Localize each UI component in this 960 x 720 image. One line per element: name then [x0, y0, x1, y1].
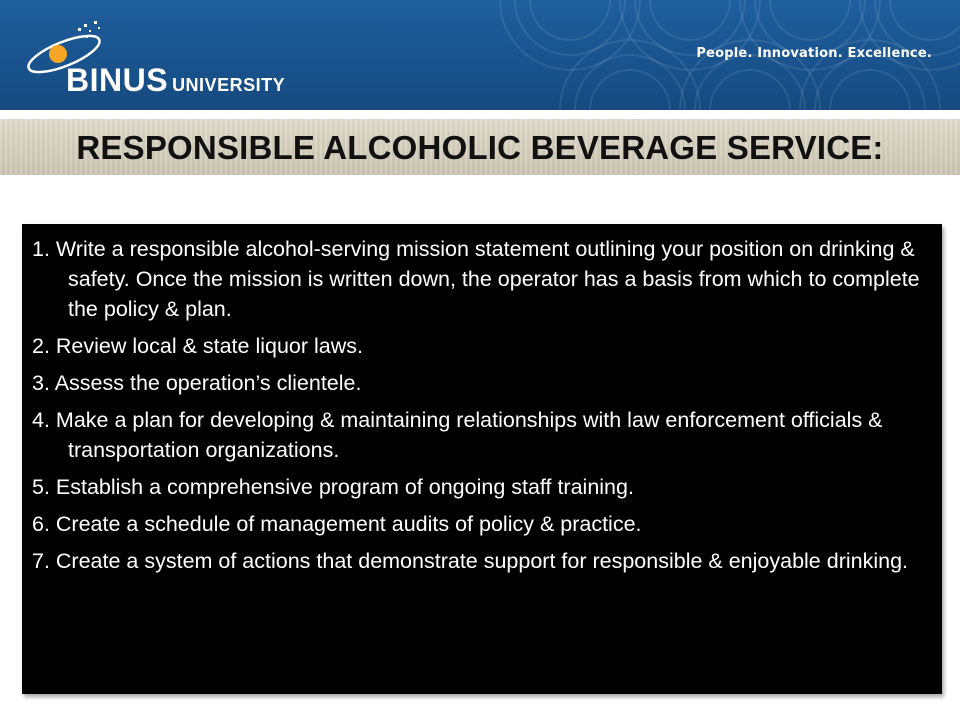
step-item: 3. Assess the operation’s clientele.: [32, 371, 362, 395]
binus-university-logo: [16, 14, 296, 100]
step-item: 1. Write a responsible alcohol-serving mission statement outlining your position on drinking & safety. Once the mission is written down, the operator has a basis from which to complete the policy & plan.: [32, 237, 920, 321]
step-item: 6. Create a schedule of management audits of policy & practice.: [32, 512, 642, 536]
step-item: 5. Establish a comprehensive program of ongoing staff training.: [32, 475, 634, 499]
content-box: [22, 224, 942, 694]
logo-wordmark: [66, 64, 285, 96]
step-item: 2. Review local & state liquor laws.: [32, 334, 364, 358]
slide-title: RESPONSIBLE ALCOHOLIC BEVERAGE SERVICE:: [76, 129, 884, 166]
logo-brand-text: BINUS: [66, 62, 169, 98]
step-item: 7. Create a system of actions that demonstrate support for responsible & enjoyable drinking.: [32, 549, 908, 573]
header-bar: [0, 0, 960, 110]
step-item: 4. Make a plan for developing & maintaining relationships with law enforcement officials & transportation organizations.: [32, 408, 883, 462]
header-tagline: People. Innovation. Excellence.: [696, 46, 932, 61]
steps-list: [32, 234, 926, 576]
title-band: [0, 119, 960, 175]
logo-suffix-text: UNIVERSITY: [172, 75, 286, 95]
